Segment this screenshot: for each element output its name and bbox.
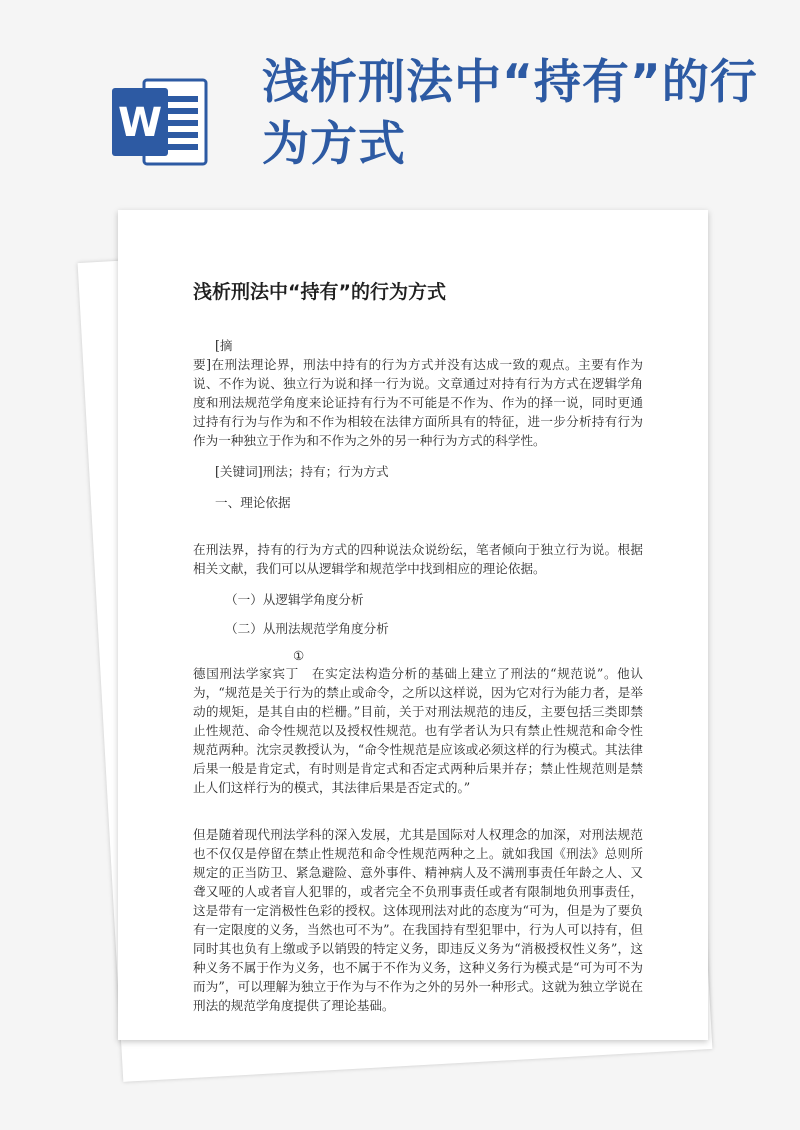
header-title: 浅析刑法中“持有”的行为方式 bbox=[262, 55, 758, 172]
section-heading: 一、理论依据 bbox=[215, 495, 291, 510]
paragraph-1: 在刑法界，持有的行为方式的四种说法众说纷纭，笔者倾向于独立行为说。根据相关文献，我们可以从逻辑学和规范学中找到相应的理论依据。 bbox=[193, 542, 643, 576]
abstract-text: 要]在刑法理论界，刑法中持有的行为方式并没有达成一致的观点。主要有作为说、不作为说、独立行为说和择一行为说。文章通过对持有行为方式在逻辑学角度和刑法规范学角度来论证持有行为不可能是不作为、作为的择一说，同时更通过持有行为与作为和不作为相较在法律方面所具有的特征，进一步分析持有行为作为一种独立于作为和不作为之外的另一种行为方式的科学性。 bbox=[193, 357, 643, 448]
subheading-logic: （一）从逻辑学角度分析 bbox=[225, 592, 364, 607]
subheading-norm: （二）从刑法规范学角度分析 bbox=[225, 621, 389, 636]
document-body bbox=[193, 278, 643, 1015]
footnote-mark: ① bbox=[293, 648, 305, 663]
keywords: [关键词]刑法；持有；行为方式 bbox=[215, 464, 389, 479]
paragraph-3: 但是随着现代刑法学科的深入发展，尤其是国际对人权理念的加深，对刑法规范也不仅仅是停留在禁止性规范和命令性规范两种之上。就如我国《刑法》总则所规定的正当防卫、紧急避险、意外事件、精神病人及不满刑事责任年龄之人、又聋又哑的人或者盲人犯罪的，或者完全不负刑事责任或者有限制地负刑事责任，这是带有一定消极性色彩的授权。这体现刑法对此的态度为“可为，但是为了要负有一定限度的义务，当然也可不为”。在我国持有型犯罪中，行为人可以持有，但同时其也负有上缴或予以销毁的特定义务，即违反义务为“消极授权性义务”，这种义务不属于作为义务，也不属于不作为义务，这种义务行为模式是“可为可不为而为”，可以理解为独立于作为与不作为之外的另外一种形式。这就为独立学说在刑法的规范学角度提供了理论基础。 bbox=[193, 827, 643, 1013]
paragraph-2: 德国刑法学家宾丁 在实定法构造分析的基础上建立了刑法的“规范说”。他认为，“规范是关于行为的禁止或命令，之所以这样说，因为它对行为能力者，是举动的规矩，是其自由的栏栅。”目前，关于对刑法规范的违反，主要包括三类即禁止性规范、命令性规范以及授权性规范。也有学者认为只有禁止性规范和命令性规范两种。沈宗灵教授认为，“命令性规范是应该或必须这样的行为模式。其法律后果一般是肯定式，有时则是肯定式和否定式两种后果并存；禁止性规范则是禁止人们这样行为的模式，其法律后果是否定式的。” bbox=[193, 666, 643, 795]
document-title: 浅析刑法中“持有”的行为方式 bbox=[193, 281, 446, 303]
word-icon bbox=[110, 72, 210, 172]
abstract-label: [摘 bbox=[215, 338, 233, 353]
word-icon-letter: W bbox=[117, 100, 163, 146]
